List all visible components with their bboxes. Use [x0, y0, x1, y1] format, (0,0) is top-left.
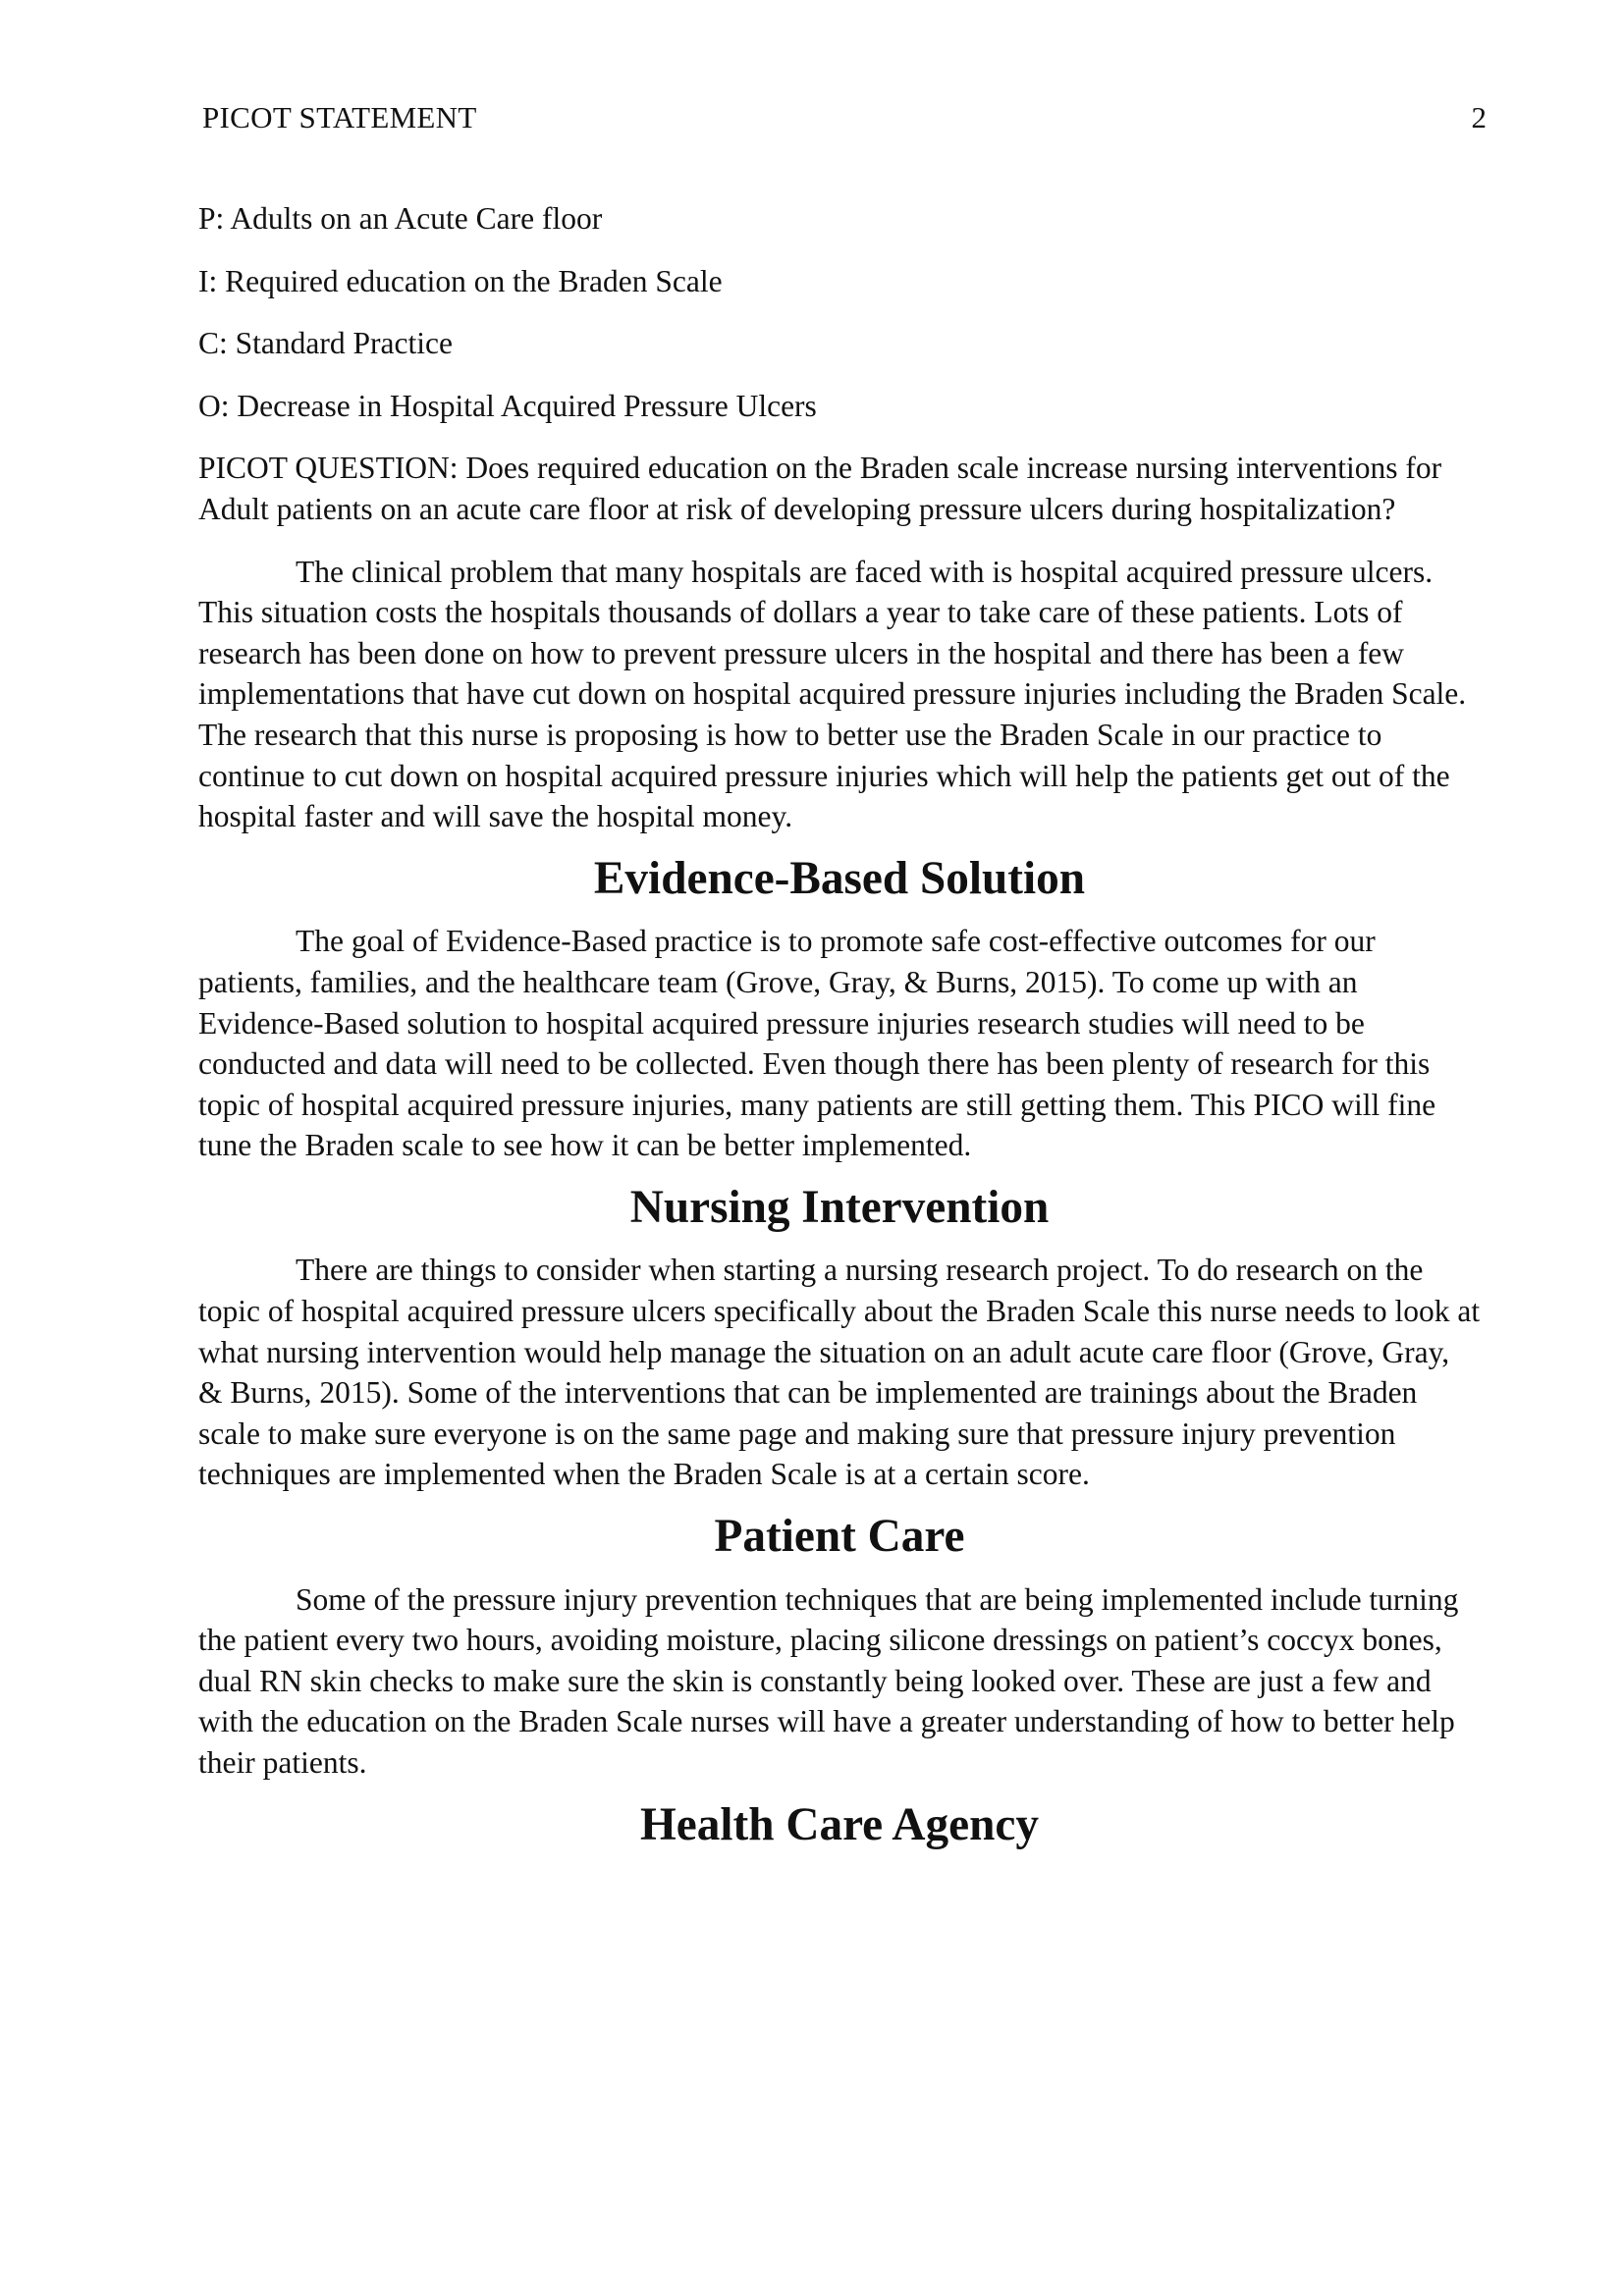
patient-care-paragraph: Some of the pressure injury prevention techniques that are being implemented include turning the patient every two hours, avoiding moisture, placing silicone dressings on patient’s coccyx bones, dual RN skin checks to make sure the skin is constantly being looked over. These are just a few and with the education on the Braden Scale nurses will have a greater understanding of how to better help their patients.	[198, 1581, 1459, 1780]
picot-intervention: I: Required education on the Braden Scale	[198, 263, 723, 298]
intervention-heading: Nursing Intervention	[629, 1181, 1050, 1233]
evidence-heading: Evidence-Based Solution	[593, 852, 1086, 904]
document-body	[198, 198, 1481, 1867]
intro-paragraph: The clinical problem that many hospitals are faced with is hospital acquired pressure ulcers. This situation costs the hospitals thousands of dollars a year to take care of these patients. Lots of research has been done on how to prevent pressure ulcers in the hospital and there has been a few implementations that have cut down on hospital acquired pressure injuries including the Braden Scale. The research that this nurse is proposing is how to better use the Braden Scale in our practice to continue to cut down on hospital acquired pressure injuries which will help the patients get out of the hospital faster and will save the hospital money.	[198, 554, 1467, 834]
picot-population: P: Adults on an Acute Care floor	[198, 201, 603, 236]
picot-comparison: C: Standard Practice	[198, 326, 453, 361]
intervention-paragraph: There are things to consider when starting a nursing research project. To do research on the topic of hospital acquired pressure ulcers specifically about the Braden Scale this nurse needs to look at what nursing intervention would help manage the situation on an adult acute care floor (Grove, Gray, & Burns, 2015). Some of the interventions that can be implemented are trainings about the Braden scale to make sure everyone is on the same page and making sure that pressure injury prevention techniques are implemented when the Braden Scale is at a certain score.	[198, 1253, 1481, 1492]
patient-care-heading: Patient Care	[714, 1511, 965, 1563]
picot-outcome: O: Decrease in Hospital Acquired Pressure Ulcers	[198, 388, 817, 423]
picot-question: PICOT QUESTION: Does required education on the Braden scale increase nursing interventions for Adult patients on an acute care floor at risk of developing pressure ulcers during hospitalization?	[198, 451, 1442, 526]
agency-heading: Health Care Agency	[640, 1798, 1039, 1850]
page-number: 2	[1471, 100, 1487, 134]
running-head: PICOT STATEMENT	[202, 100, 477, 134]
evidence-paragraph: The goal of Evidence-Based practice is to promote safe cost-effective outcomes for our patients, families, and the healthcare team (Grove, Gray, & Burns, 2015). To come up with an Evidence-Based solution to hospital acquired pressure injuries research studies will need to be conducted and data will need to be collected. Even though there has been plenty of research for this topic of hospital acquired pressure injuries, many patients are still getting them. This PICO will fine tune the Braden scale to see how it can be better implemented.	[198, 924, 1436, 1163]
